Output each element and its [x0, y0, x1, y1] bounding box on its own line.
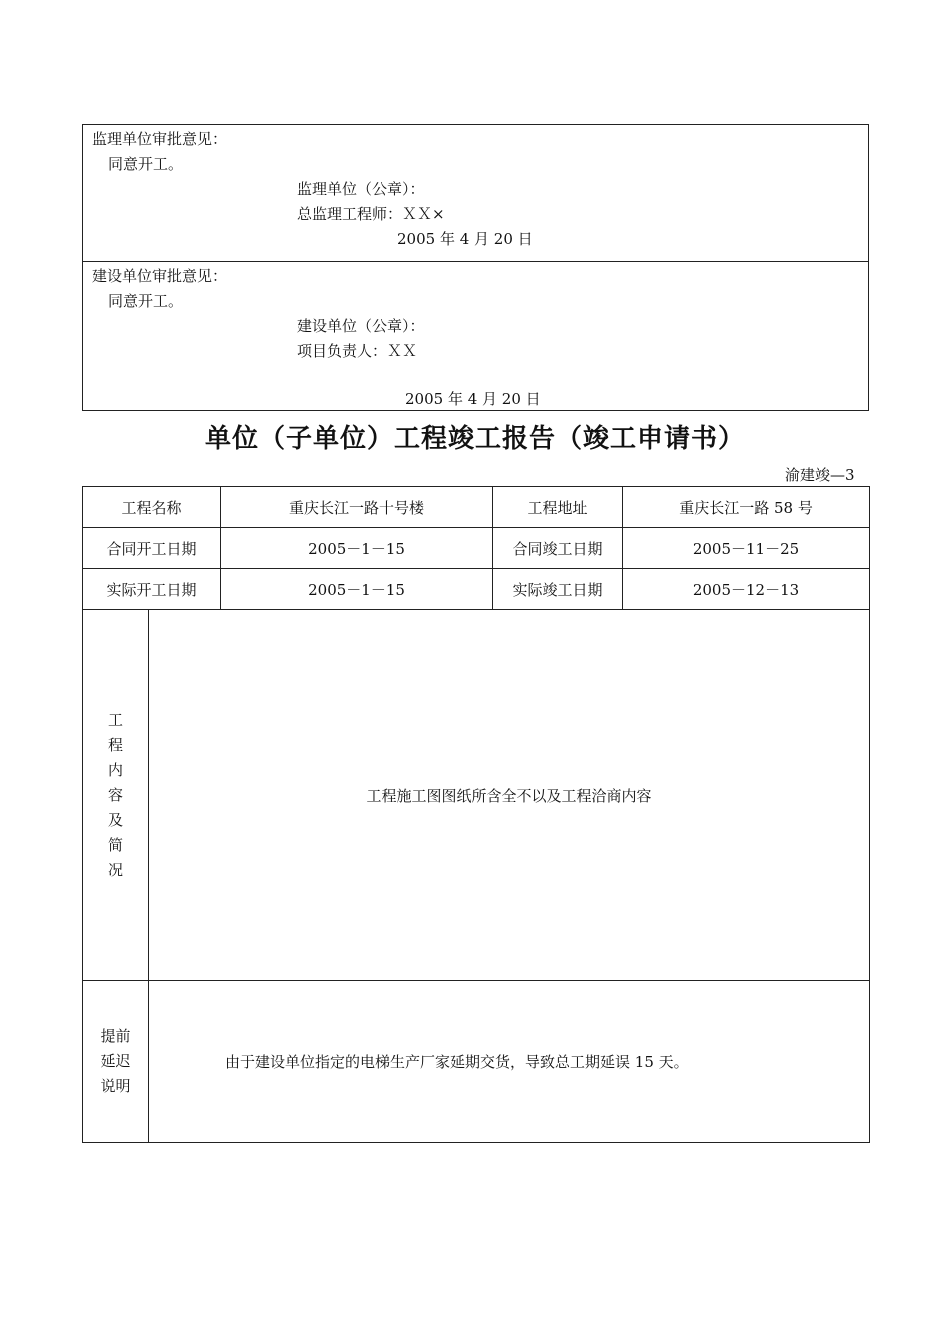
table-row [83, 528, 870, 569]
content-label [83, 610, 149, 981]
table-row [83, 610, 870, 981]
report-title: 单位（子单位）工程竣工报告（竣工申请书） [204, 424, 745, 454]
content-label-char: 容 [107, 785, 123, 804]
supervision-signer: 总监理工程师：ＸＸ× [297, 205, 445, 223]
contract-start-value: 2005－1－15 [221, 528, 493, 569]
content-label-char: 工 [107, 710, 123, 729]
content-label-char: 程 [107, 735, 123, 754]
construction-signer: 项目负责人：ＸＸ [297, 342, 418, 360]
supervision-seal-label: 监理单位（公章）： [297, 180, 425, 198]
supervision-date: 2005 年 4 月 20 日 [397, 230, 533, 248]
construction-opinion: 同意开工。 [108, 292, 184, 310]
content-label-char: 及 [107, 810, 123, 829]
delay-text: 由于建设单位指定的电梯生产厂家延期交货，导致总工期延误 15 天。 [149, 981, 870, 1143]
table-row [83, 569, 870, 610]
supervision-opinion: 同意开工。 [108, 155, 184, 173]
contract-end-label: 合同竣工日期 [493, 528, 623, 569]
actual-end-value: 2005－12－13 [623, 569, 870, 610]
actual-start-value: 2005－1－15 [221, 569, 493, 610]
table-row [83, 981, 870, 1143]
table-row [83, 487, 870, 528]
actual-start-label: 实际开工日期 [83, 569, 221, 610]
construction-seal-label: 建设单位（公章）： [297, 317, 425, 335]
construction-date: 2005 年 4 月 20 日 [405, 390, 541, 408]
content-label-char: 内 [107, 760, 123, 779]
project-address-label: 工程地址 [493, 487, 623, 528]
construction-heading: 建设单位审批意见： [92, 267, 228, 285]
content-label-char: 况 [107, 860, 123, 879]
project-address-value: 重庆长江一路 58 号 [623, 487, 870, 528]
project-name-value: 重庆长江一路十号楼 [221, 487, 493, 528]
contract-start-label: 合同开工日期 [83, 528, 221, 569]
actual-end-label: 实际竣工日期 [493, 569, 623, 610]
delay-label-line: 提前 [100, 1027, 131, 1045]
delay-label-line: 延迟 [100, 1052, 131, 1070]
form-code: 渝建竣—3 [785, 466, 855, 484]
delay-label [83, 981, 149, 1143]
content-text: 工程施工图图纸所含全不以及工程洽商内容 [149, 610, 870, 981]
content-label-char: 简 [107, 835, 123, 854]
contract-end-value: 2005－11－25 [623, 528, 870, 569]
supervision-heading: 监理单位审批意见： [92, 130, 228, 148]
delay-label-line: 说明 [100, 1077, 131, 1095]
completion-report-table [82, 486, 870, 1143]
project-name-label: 工程名称 [83, 487, 221, 528]
